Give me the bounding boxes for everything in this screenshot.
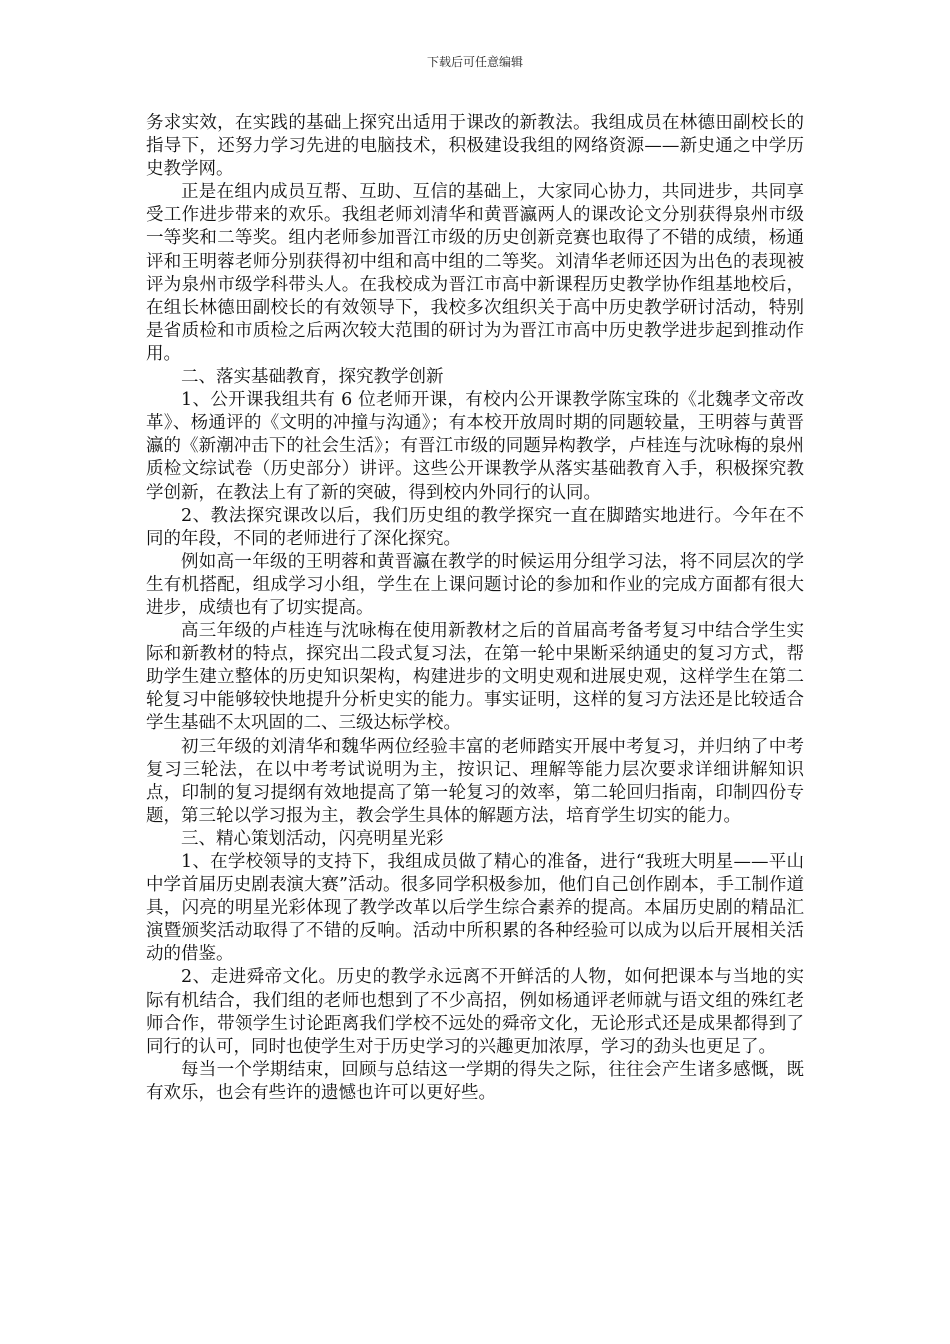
paragraph-1: 务求实效，在实践的基础上探究出适用于课改的新教法。我组成员在林德田副校长的指导下，还努力学习先进的电脑技术，积极建设我组的网络资源——新史通之中学历史教学网。 — [146, 113, 804, 180]
paragraph-6: 例如高一年级的王明蓉和黄晋瀛在教学的时候运用分组学习法，将不同层次的学生有机搭配，组成学习小组，学生在上课问题讨论的参加和作业的完成方面都有很大进步，成绩也有了切实提高。 — [146, 551, 804, 618]
page-header: 下载后可任意编辑 — [426, 55, 523, 69]
paragraph-11: 2、走进舜帝文化。历史的教学永远离不开鲜活的人物，如何把课本与当地的实际有机结合，我们组的老师也想到了不少高招，例如杨通评老师就与语文组的殊红老师合作，带领学生讨论距离我们学校不远处的舜帝文化，无论形式还是成果都得到了同行的认可，同时也使学生对于历史学习的兴趣更加浓厚，学习的劲头也更足了。 — [146, 967, 804, 1057]
paragraph-10: 1、在学校领导的支持下，我组成员做了精心的准备，进行“我班大明星——平山中学首届历史剧表演大赛”活动。很多同学积极参加，他们自己创作剧本，手工制作道具，闪亮的明星光彩体现了教学改革以后学生综合素养的提高。本届历史剧的精品汇演暨颁奖活动取得了不错的反响。活动中所积累的各种经验可以成为以后开展相关活动的借鉴。 — [146, 852, 804, 965]
paragraph-12: 每当一个学期结束，回顾与总结这一学期的得失之际，往往会产生诸多感慨，既有欢乐，也会有些许的遗憾也许可以更好些。 — [146, 1059, 804, 1103]
document-body — [146, 112, 804, 1105]
paragraph-5: 2、教法探究课改以后，我们历史组的教学探究一直在脚踏实地进行。今年在不同的年段，不同的老师进行了深化探究。 — [146, 505, 804, 549]
paragraph-2: 正是在组内成员互帮、互助、互信的基础上，大家同心协力，共同进步，共同享受工作进步带来的欢乐。我组老师刘清华和黄晋瀛两人的课改论文分别获得泉州市级一等奖和二等奖。组内老师参加晋江市级的历史创新竞赛也取得了不错的成绩，杨通评和王明蓉老师分别获得初中组和高中组的二等奖。刘清华老师还因为出色的表现被评为泉州市级学科带头人。在我校成为晋江市高中新课程历史教学协作组基地校后，在组长林德田副校长的有效领导下，我校多次组织关于高中历史教学研讨活动，特别是省质检和市质检之后两次较大范围的研讨为为晋江市高中历史教学进步起到推动作用。 — [146, 182, 804, 364]
paragraph-4: 1、公开课我组共有 6 位老师开课，有校内公开课教学陈宝珠的《北魏孝文帝改革》、杨通评的《文明的冲撞与沟通》；有本校开放周时期的同题较量，王明蓉与黄晋瀛的《新潮冲击下的社会生活》；有晋江市级的同题异构教学，卢桂连与沈咏梅的泉州质检文综试卷（历史部分）讲评。这些公开课教学从落实基础教育入手，积极探究教学创新，在教法上有了新的突破，得到校内外同行的认同。 — [146, 390, 804, 503]
paragraph-7: 高三年级的卢桂连与沈咏梅在使用新教材之后的首届高考备考复习中结合学生实际和新教材的特点，探究出二段式复习法，在第一轮中果断采纳通史的复习方式，帮助学生建立整体的历史知识架构，构建进步的文明史观和进展史观，这样学生在第二轮复习中能够较快地提升分析史实的能力。事实证明，这样的复习方法还是比较适合学生基础不太巩固的二、三级达标学校。 — [146, 621, 804, 734]
section-heading-3: 三、精心策划活动，闪亮明星光彩 — [181, 828, 444, 849]
paragraph-8: 初三年级的刘清华和魏华两位经验丰富的老师踏实开展中考复习，并归纳了中考复习三轮法，在以中考考试说明为主，按识记、理解等能力层次要求详细讲解知识点，印制的复习提纲有效地提高了第一轮复习的效率，第二轮回归指南，印制四份专题，第三轮以学习报为主，教会学生具体的解题方法，培育学生切实的能力。 — [146, 736, 804, 826]
section-heading-2: 二、落实基础教育，探究教学创新 — [181, 367, 444, 388]
